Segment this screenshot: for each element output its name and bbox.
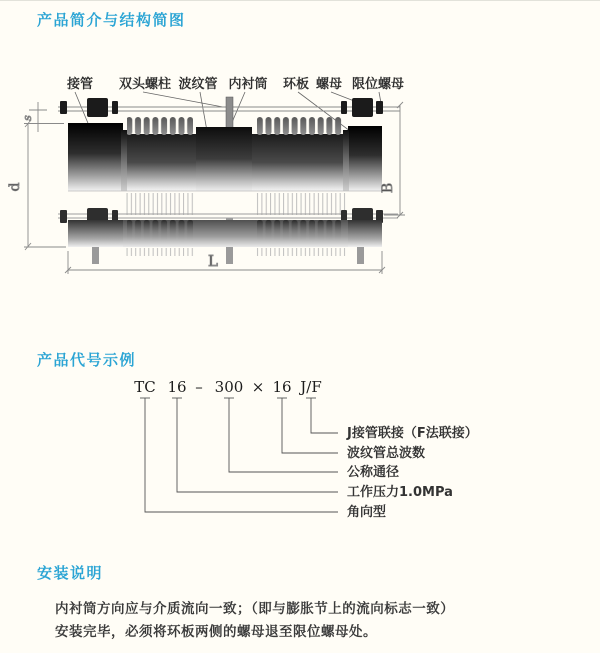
code-example-diagram	[134, 378, 477, 520]
section-title-intro: 产品简介与结构简图	[37, 11, 186, 29]
part-label-luomu: 螺母	[315, 77, 343, 92]
technical-drawings	[0, 1, 600, 653]
code-leader-lines	[140, 398, 338, 512]
bellows-corrugations-right	[257, 117, 343, 135]
section-title-code: 产品代号示例	[37, 351, 137, 369]
callout-diameter: 公称通径	[347, 465, 400, 480]
callout-wave-count: 波纹管总波数	[347, 446, 426, 461]
part-label-bowenguan: 波纹管	[178, 77, 218, 92]
install-notes	[55, 598, 454, 644]
callout-connection: J接管联接（F法联接）	[347, 426, 478, 441]
joint-body-upper	[68, 117, 382, 191]
right-end-pipe	[348, 126, 382, 191]
part-label-jieguan: 接管	[66, 77, 94, 92]
callout-type: 角向型	[347, 505, 387, 520]
dimension-s	[21, 102, 47, 132]
code-callouts	[346, 425, 478, 520]
section-title-install: 安装说明	[37, 564, 104, 582]
code-segment-type: TC	[134, 378, 156, 396]
bellows-corrugations-left	[127, 117, 193, 135]
code-segments	[134, 378, 321, 396]
dim-label-s: s	[21, 115, 34, 121]
install-note-line1: 内衬筒方向应与介质流向一致；（即与膨胀节上的流向标志一致）	[55, 601, 455, 617]
code-segment-diameter: 300	[214, 378, 244, 396]
part-label-xianweiluomu: 限位螺母	[351, 77, 405, 92]
code-segment-pressure: 16	[167, 378, 187, 396]
install-note-line2: 安装完毕，必须将环板两侧的螺母退至限位螺母处。	[55, 624, 377, 640]
right-ring-plate	[343, 130, 349, 191]
code-segment-times: ×	[251, 378, 265, 396]
part-label-shuangtouluozhu: 双头螺柱	[118, 77, 172, 92]
dimension-B	[380, 102, 405, 218]
part-label-huanban: 环板	[282, 77, 310, 92]
code-segment-connect: J/F	[300, 378, 322, 396]
dim-label-d: d	[7, 182, 23, 192]
dim-label-L: L	[208, 252, 218, 270]
dim-label-B: B	[380, 182, 396, 194]
part-labels	[66, 76, 404, 92]
structure-diagram	[7, 76, 405, 274]
callout-pressure: 工作压力1.0MPa	[347, 485, 453, 500]
part-label-neichentong: 内衬筒	[228, 77, 268, 92]
code-segment-dash: –	[195, 378, 203, 396]
joint-body-lower	[68, 220, 382, 247]
inner-liner-collar	[196, 127, 252, 191]
center-pin	[226, 97, 233, 129]
code-segment-waves: 16	[272, 378, 292, 396]
left-ring-plate	[121, 130, 127, 191]
dimension-d	[7, 120, 66, 250]
left-end-pipe	[68, 123, 123, 191]
